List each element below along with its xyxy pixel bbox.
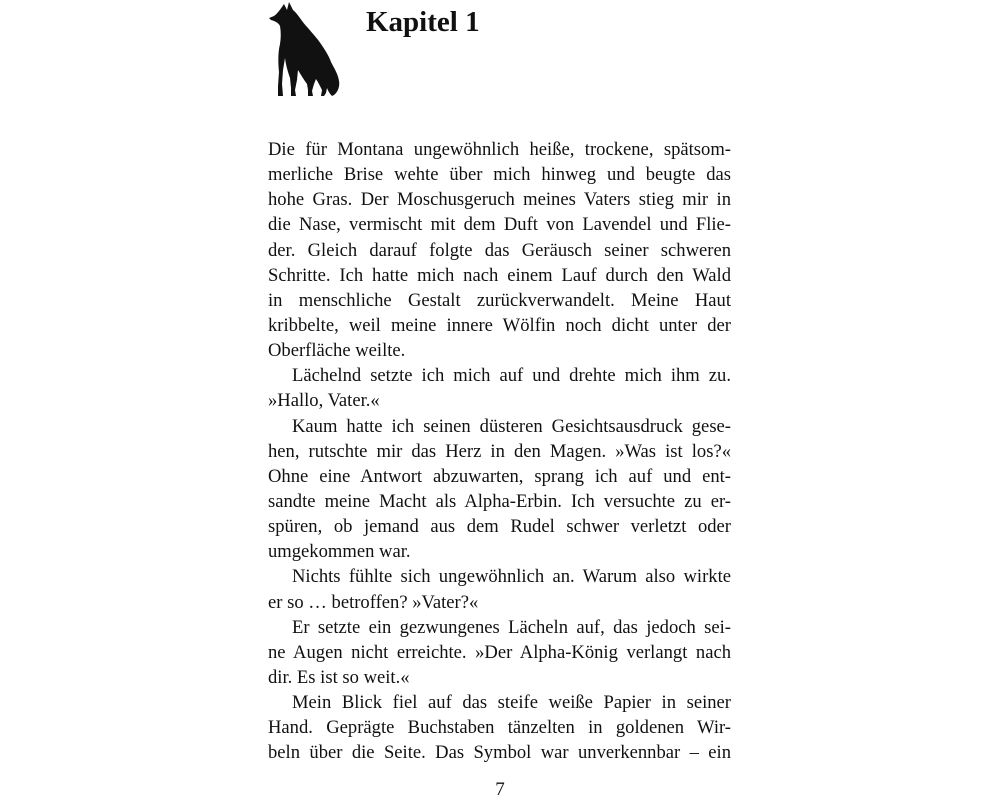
text-line: in menschliche Gestalt zurückverwandelt. Meine Haut — [268, 289, 731, 311]
text-line: kribbelte, weil meine innere Wölfin noch dicht unter der — [268, 314, 731, 336]
chapter-body-text — [268, 137, 731, 766]
text-line: umgekommen war. — [268, 541, 411, 563]
text-line: der. Gleich darauf folgte das Geräusch seiner schweren — [268, 239, 731, 261]
text-line: Hand. Geprägte Buchstaben tänzelten in goldenen Wir- — [268, 717, 731, 739]
chapter-title: Kapitel 1 — [366, 6, 480, 38]
text-line: er so … betroffen? »Vater?« — [268, 591, 479, 613]
text-line: hohe Gras. Der Moschusgeruch meines Vaters stieg mir in — [268, 189, 731, 211]
text-line: hen, rutschte mir das Herz in den Magen. »Was ist los?« — [268, 440, 731, 462]
text-line: spüren, ob jemand aus dem Rudel schwer verletzt oder — [268, 516, 731, 538]
text-line: »Hallo, Vater.« — [268, 390, 380, 412]
text-line: merliche Brise wehte über mich hinweg und beugte das — [268, 164, 731, 186]
text-line: Die für Montana ungewöhnlich heiße, trockene, spätsom- — [268, 139, 731, 160]
text-line: dir. Es ist so weit.« — [268, 666, 410, 688]
text-line: Lächelnd setzte ich mich auf und drehte mich ihm zu. — [292, 365, 731, 387]
text-line: die Nase, vermischt mit dem Duft von Lavendel und Flie- — [268, 214, 731, 236]
text-line: beln über die Seite. Das Symbol war unverkennbar – ein — [268, 742, 731, 764]
page-number: 7 — [495, 779, 505, 800]
text-line: sandte meine Macht als Alpha-Erbin. Ich versuchte zu er- — [268, 490, 731, 512]
text-line: ne Augen nicht erreichte. »Der Alpha-König verlangt nach — [268, 641, 731, 663]
text-line: Schritte. Ich hatte mich nach einem Lauf durch den Wald — [268, 264, 731, 286]
text-line: Mein Blick fiel auf das steife weiße Papier in seiner — [292, 692, 731, 714]
text-line: Er setzte ein gezwungenes Lächeln auf, das jedoch sei- — [292, 616, 731, 638]
text-line: Nichts fühlte sich ungewöhnlich an. Warum also wirkte — [292, 566, 731, 588]
text-line: Ohne eine Antwort abzuwarten, sprang ich auf und ent- — [268, 465, 731, 487]
wolf-silhouette-icon — [268, 0, 348, 98]
text-line: Kaum hatte ich seinen düsteren Gesichtsausdruck gese- — [292, 415, 731, 437]
text-line: Oberfläche weilte. — [268, 340, 406, 362]
